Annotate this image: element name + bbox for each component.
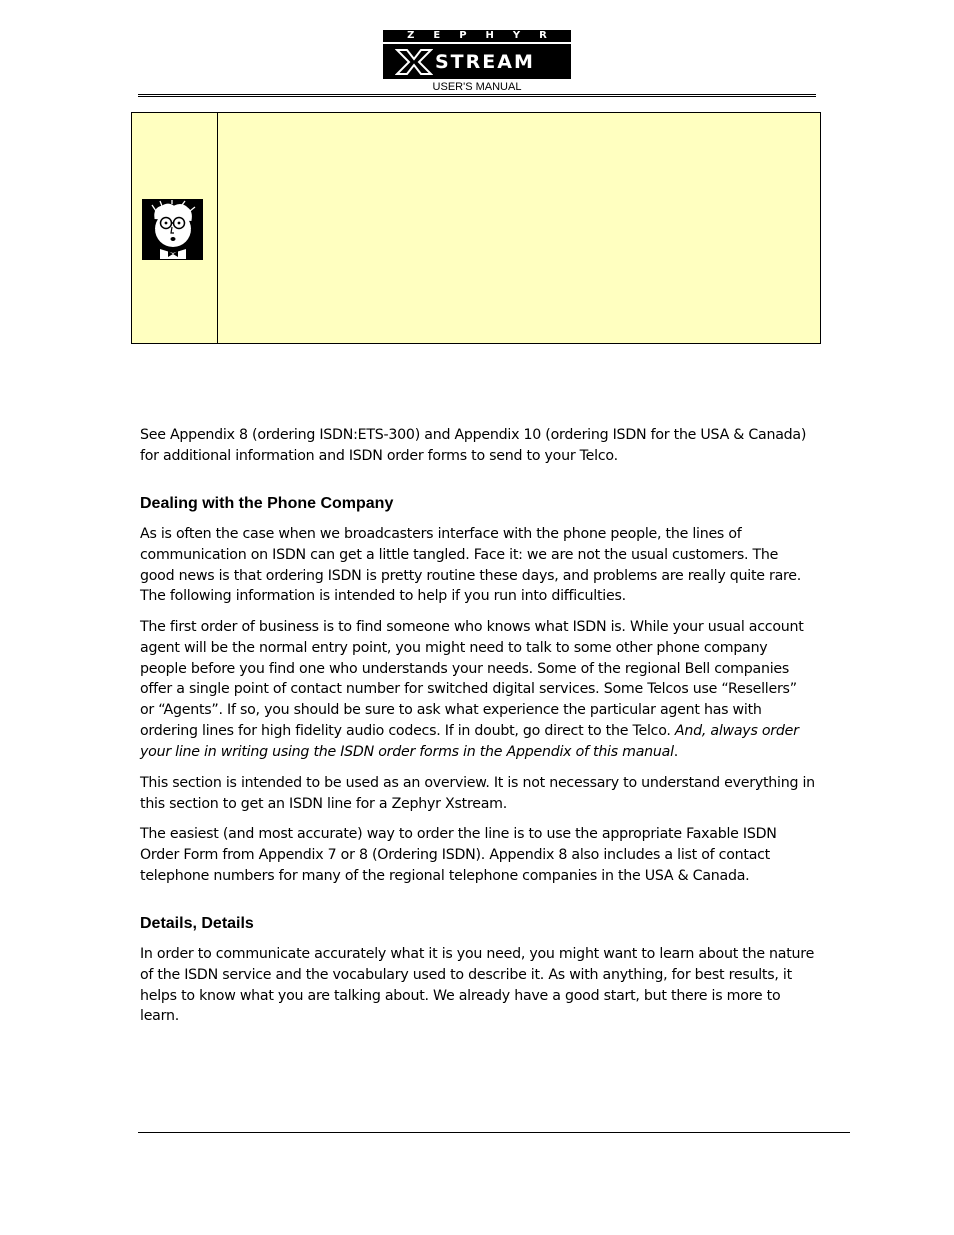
note-divider bbox=[217, 113, 218, 343]
x-logo-icon bbox=[395, 48, 433, 76]
heading-details: Details, Details bbox=[140, 915, 254, 932]
easiest-paragraph: The easiest (and most accurate) way to order the line is to use the appropriate Faxable ISDN Order Form from Appendix 7 or 8 (Ordering ISDN). Appendix 8 also includes a list of contact telephone numbers for many of the regional telephone companies in the USA & Canada. bbox=[140, 826, 777, 884]
first-order-end: . bbox=[673, 743, 679, 760]
header-rule bbox=[138, 94, 816, 97]
first-order-italic: And, always order your line in writing using the ISDN order forms in the Appendix of this manual bbox=[140, 722, 799, 760]
tangled-paragraph: As is often the case when we broadcasters interface with the phone people, the lines of communication on ISDN can get a little tangled. Face it: we are not the usual customers. The good news is that ordering ISDN is pretty routine these days, and problems are really quite rare. The following information is intended to help if you run into difficulties. bbox=[140, 526, 802, 605]
manual-label: USER'S MANUAL bbox=[432, 81, 522, 93]
zephyr-xstream-logo bbox=[383, 30, 571, 79]
appendix-paragraph: See Appendix 8 (ordering ISDN:ETS-300) and Appendix 10 (ordering ISDN for the USA & Canada) for additional information and ISDN order forms to send to your Telco. bbox=[140, 427, 807, 464]
first-order-text: The first order of business is to find someone who knows what ISDN is. While your usual account agent will be the normal entry point, you might need to talk to some other phone company people before you find one who understands your needs. Some of the regional Bell companies offer a single point of contact number for switched digital services. Some Telcos use “Resellers” or “Agents”. If so, you should be sure to ask what experience the particular agent has with ordering lines for high fidelity audio codecs. If in doubt, go direct to the Telco. bbox=[140, 619, 804, 739]
heading-phone-company: Dealing with the Phone Company bbox=[140, 495, 394, 512]
first-order-paragraph bbox=[140, 617, 815, 763]
logo-top-text: ZEPHYR bbox=[407, 30, 566, 41]
details-paragraph: In order to communicate accurately what it is you need, you might want to learn about the nature of the ISDN service and the vocabulary used to describe it. As with anything, for best results, it helps to know what you are talking about. We already have a good start, but there is more to learn. bbox=[140, 946, 815, 1025]
overview-paragraph: This section is intended to be used as an overview. It is not necessary to understand everything in this section to get an ISDN line for a Zephyr Xstream. bbox=[140, 775, 815, 812]
footer-rule bbox=[138, 1132, 850, 1133]
note-box bbox=[131, 112, 821, 344]
logo-bottom-text: STREAM bbox=[435, 51, 535, 73]
professor-icon bbox=[142, 199, 203, 260]
